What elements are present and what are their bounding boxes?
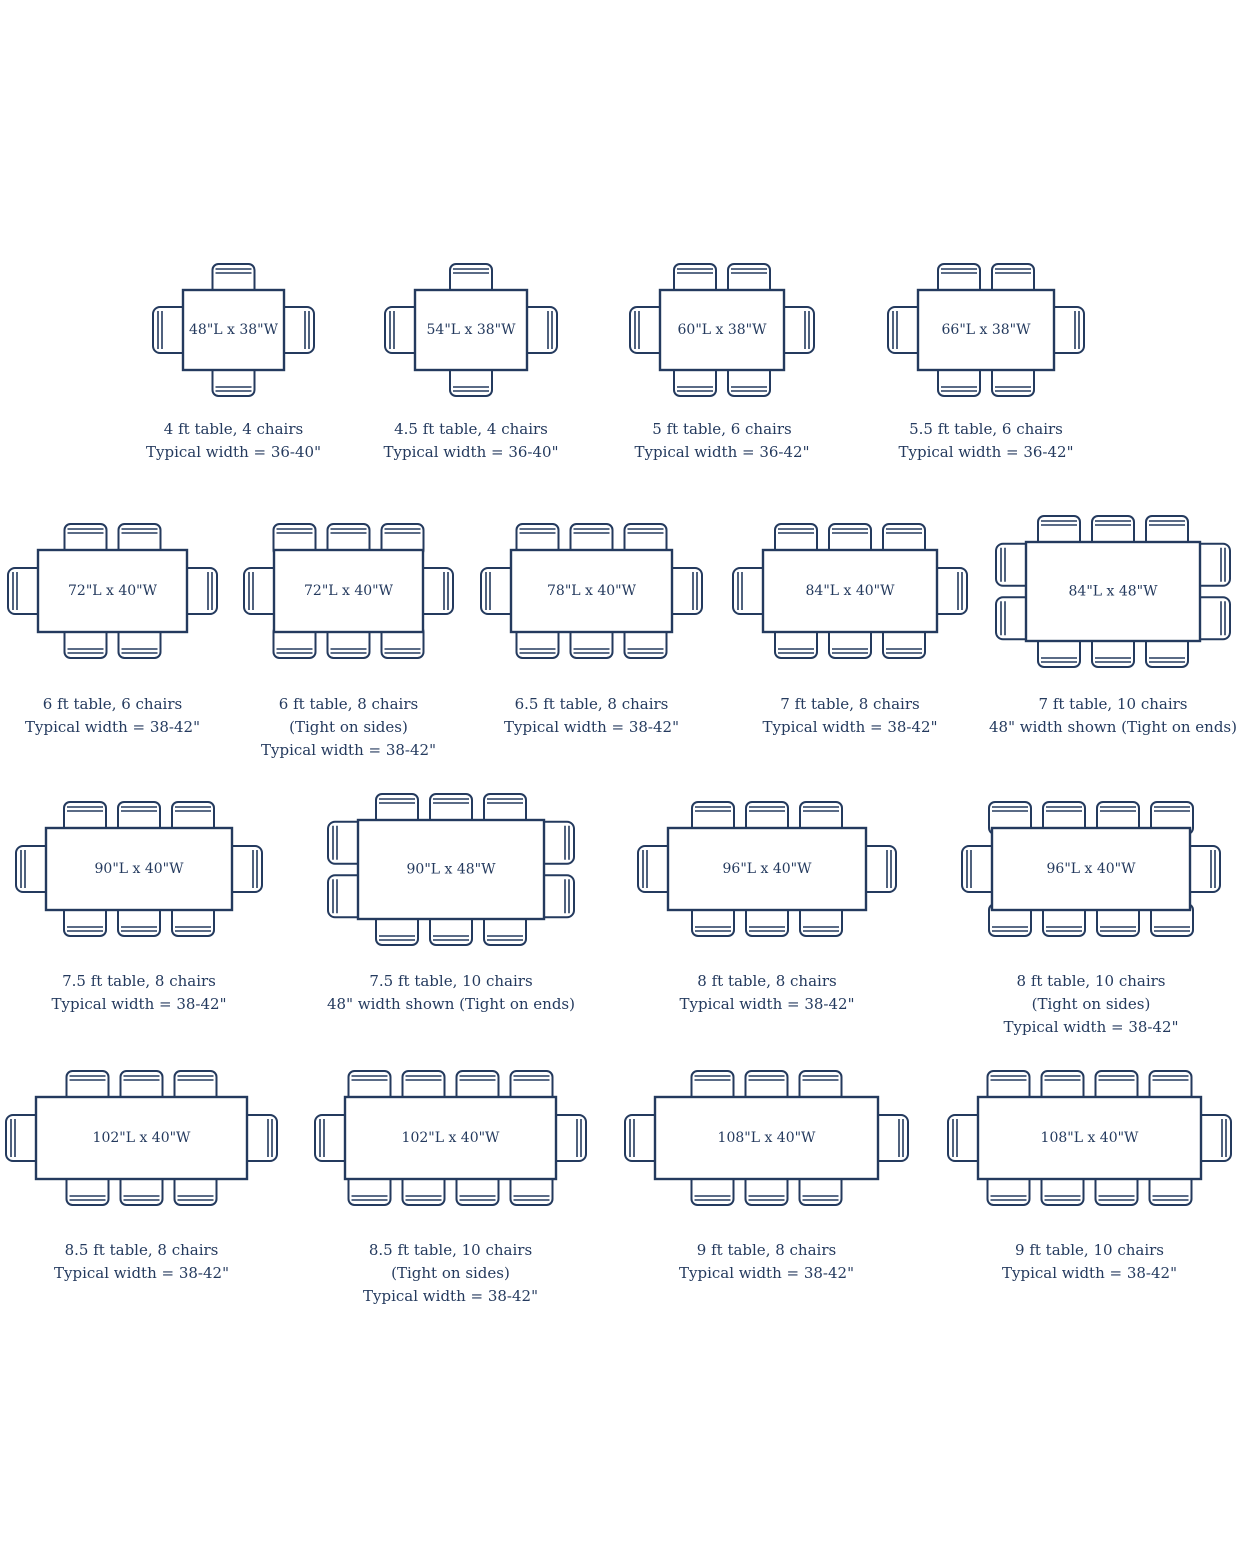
- table-dimension-label: 108"L x 40"W: [1040, 1130, 1139, 1146]
- table-caption-line: Typical width = 38-42": [679, 1264, 854, 1282]
- table-layout: [6, 1071, 277, 1282]
- table-dimension-label: 78"L x 40"W: [547, 583, 636, 599]
- table-caption-line: Typical width = 38-42": [51, 995, 227, 1013]
- table-caption-line: Typical width = 38-42": [762, 718, 938, 736]
- table-caption-line: 8.5 ft table, 10 chairs: [368, 1241, 533, 1259]
- table-dimension-label: 54"L x 38"W: [426, 322, 516, 338]
- table-layout: [327, 794, 575, 1013]
- table-caption-line: 7 ft table, 10 chairs: [1038, 695, 1188, 713]
- table-layout: [481, 524, 702, 736]
- table-layout: [16, 802, 262, 1013]
- table-dimension-label: 96"L x 40"W: [722, 861, 812, 877]
- table-dimension-label: 48"L x 38"W: [189, 322, 278, 338]
- table-dimension-label: 90"L x 40"W: [94, 861, 184, 877]
- table-caption-line: Typical width = 38-42": [1002, 1264, 1177, 1282]
- table-caption-line: Typical width = 38-42": [363, 1287, 538, 1305]
- table-caption-line: Typical width = 38-42": [1003, 1018, 1179, 1036]
- table-caption-line: Typical width = 36-42": [898, 443, 1074, 461]
- table-caption-line: 4 ft table, 4 chairs: [163, 420, 304, 438]
- table-layout: [888, 264, 1084, 461]
- table-caption-line: (Tight on sides): [1031, 995, 1151, 1013]
- table-layout: [315, 1071, 586, 1305]
- table-caption-line: 6.5 ft table, 8 chairs: [514, 695, 669, 713]
- table-layout: [638, 802, 896, 1013]
- table-caption-line: 8.5 ft table, 8 chairs: [64, 1241, 219, 1259]
- table-caption-line: 6 ft table, 6 chairs: [42, 695, 183, 713]
- table-dimension-label: 102"L x 40"W: [92, 1130, 191, 1146]
- table-layout: [989, 516, 1237, 736]
- table-caption-line: 9 ft table, 10 chairs: [1015, 1241, 1164, 1259]
- table-dimension-label: 90"L x 48"W: [406, 861, 496, 878]
- table-layout: [630, 264, 814, 461]
- table-dimension-label: 96"L x 40"W: [1046, 861, 1136, 877]
- table-caption-line: 8 ft table, 10 chairs: [1016, 972, 1166, 990]
- table-layout: [244, 524, 453, 759]
- table-dimension-label: 108"L x 40"W: [717, 1130, 816, 1146]
- table-caption-line: Typical width = 36-40": [383, 443, 559, 461]
- table-dimension-label: 102"L x 40"W: [401, 1130, 500, 1146]
- table-layout: [384, 264, 559, 461]
- table-layout: [8, 524, 217, 736]
- table-caption-line: (Tight on sides): [289, 718, 408, 736]
- table-caption-line: 8 ft table, 8 chairs: [697, 972, 837, 990]
- table-caption-line: 7 ft table, 8 chairs: [780, 695, 920, 713]
- table-dimension-label: 60"L x 38"W: [677, 322, 767, 338]
- table-caption-line: Typical width = 38-42": [54, 1264, 229, 1282]
- table-layout: [625, 1071, 908, 1282]
- table-layout: [733, 524, 967, 736]
- table-caption-line: 5.5 ft table, 6 chairs: [909, 420, 1063, 438]
- table-caption-line: 48" width shown (Tight on ends): [989, 718, 1237, 736]
- table-caption-line: 5 ft table, 6 chairs: [652, 420, 792, 438]
- table-caption-line: Typical width = 38-42": [679, 995, 855, 1013]
- table-caption-line: Typical width = 38-42": [25, 718, 200, 736]
- table-caption-line: Typical width = 36-42": [634, 443, 810, 461]
- table-caption-line: (Tight on sides): [391, 1264, 510, 1282]
- table-dimension-label: 72"L x 40"W: [304, 583, 393, 599]
- table-caption-line: Typical width = 38-42": [504, 718, 679, 736]
- table-layout: [962, 802, 1220, 1036]
- table-caption-line: 7.5 ft table, 10 chairs: [369, 972, 533, 990]
- table-layout: [146, 264, 321, 461]
- table-caption-line: Typical width = 36-40": [146, 443, 321, 461]
- table-caption-line: 48" width shown (Tight on ends): [327, 995, 575, 1013]
- table-dimension-label: 84"L x 40"W: [805, 583, 895, 599]
- table-caption-line: 9 ft table, 8 chairs: [696, 1241, 837, 1259]
- table-caption-line: 4.5 ft table, 4 chairs: [394, 420, 548, 438]
- table-caption-line: Typical width = 38-42": [261, 741, 436, 759]
- table-dimension-label: 84"L x 48"W: [1068, 583, 1158, 600]
- table-caption-line: 7.5 ft table, 8 chairs: [62, 972, 216, 990]
- table-dimension-label: 72"L x 40"W: [68, 583, 157, 599]
- table-caption-line: 6 ft table, 8 chairs: [278, 695, 419, 713]
- table-layout: [948, 1071, 1231, 1282]
- table-dimension-label: 66"L x 38"W: [941, 322, 1031, 338]
